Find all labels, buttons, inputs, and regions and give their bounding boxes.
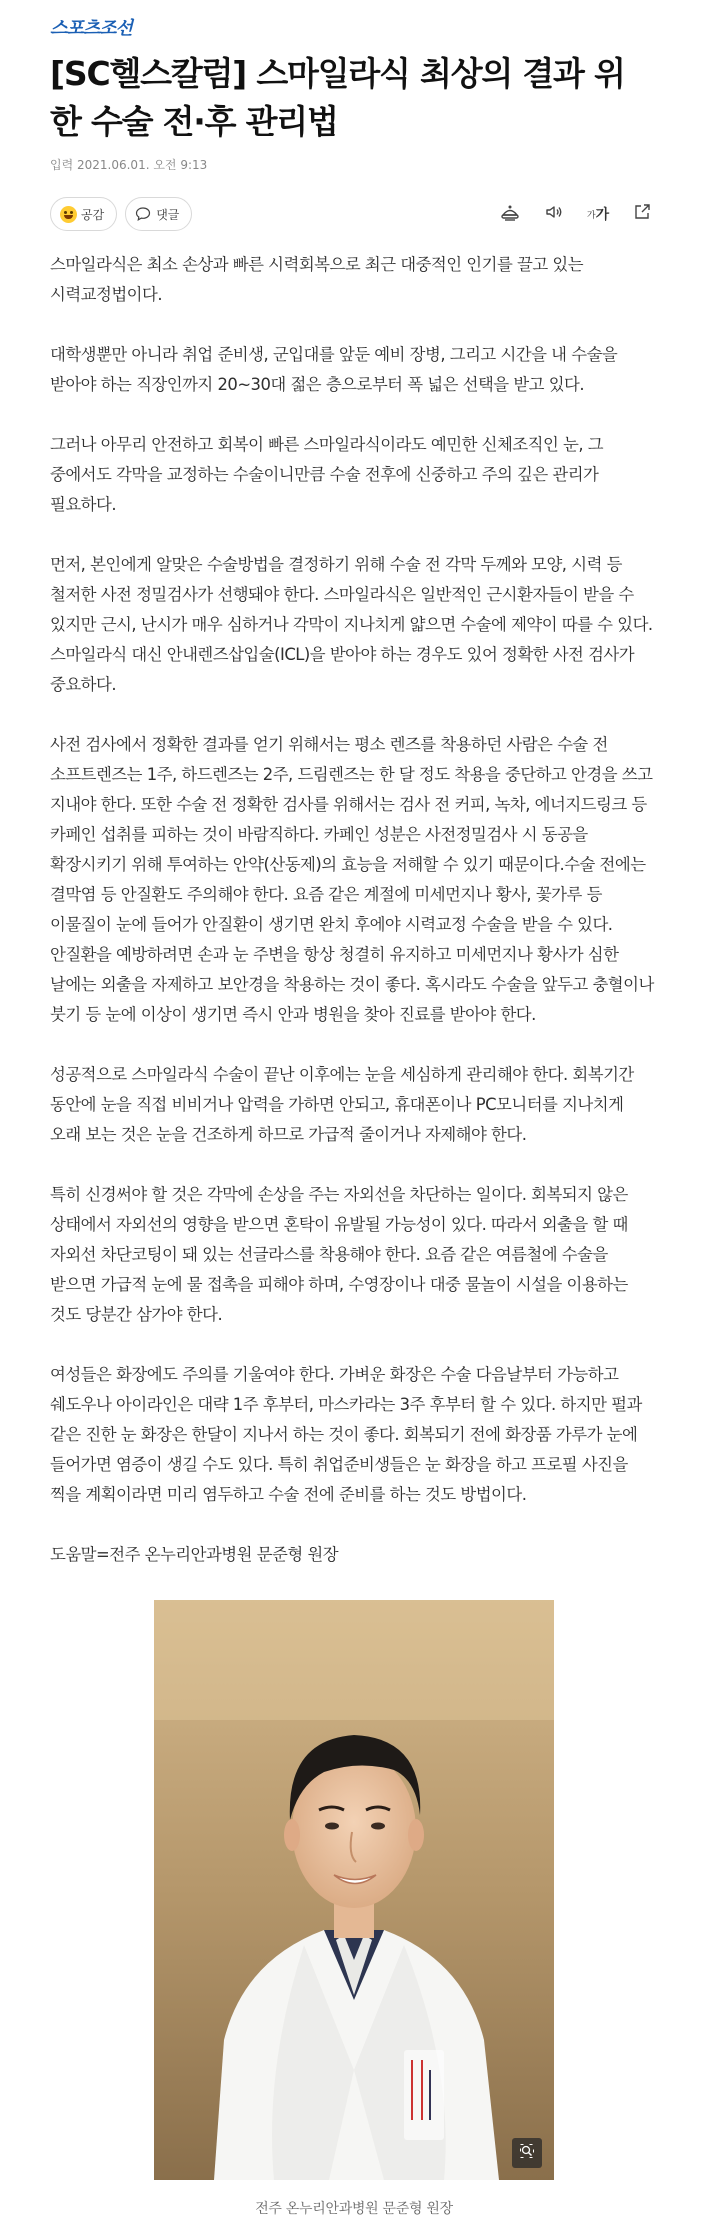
photo-caption: 전주 온누리안과병원 문준형 원장: [255, 2201, 453, 2217]
share-button[interactable]: [626, 198, 658, 230]
share-icon: [632, 202, 652, 226]
comment-label: 댓글: [156, 207, 180, 222]
article-paragraph: 그러나 아무리 안전하고 회복이 빠른 스마일라식이라도 예민한 신체조직인 눈, 그 중에서도 각막을 교정하는 수술이니만큼 수술 전후에 신중하고 주의 깊은 관리가 필요하다.: [50, 435, 604, 514]
like-button[interactable]: [50, 197, 117, 231]
small-text-icon: 가: [586, 210, 596, 221]
comment-button[interactable]: [125, 197, 192, 231]
doctor-portrait-photo[interactable]: [154, 1600, 554, 2180]
magnifier-icon: [519, 2143, 535, 2163]
article-credit: 도움말=전주 온누리안과병원 문준형 원장: [50, 1545, 339, 1564]
reaction-group: [50, 197, 192, 231]
comment-bubble-icon: [134, 205, 152, 223]
font-size-label: 가: [595, 207, 610, 223]
listen-button[interactable]: [538, 198, 570, 230]
article-paragraph: 성공적으로 스마일라식 수술이 끝난 이후에는 눈을 세심하게 관리해야 한다. 회복기간 동안에 눈을 직접 비비거나 압력을 가하면 안되고, 휴대폰이나 PC모니터를 지나치게 오래 보는 것은 눈을 건조하게 하므로 가급적 줄이거나 자제해야 한다.: [50, 1065, 634, 1144]
article-body: [50, 250, 658, 1570]
article-title: [SC헬스칼럼] 스마일라식 최상의 결과 위한 수술 전·후 관리법: [50, 54, 625, 141]
article-paragraph: 특히 신경써야 할 것은 각막에 손상을 주는 자외선을 차단하는 일이다. 회복되지 않은 상태에서 자외선의 영향을 받으면 혼탁이 유발될 가능성이 있다. 따라서 외출을 할 때 자외선 차단코팅이 돼 있는 선글라스를 착용해야 한다. 요즘 같은 여름철에 수술을 받으면 가급적 눈에 물 접촉을 피해야 하며, 수영장이나 대중 물놀이 시설을 이용하는 것도 당분간 삼가야 한다.: [50, 1185, 628, 1324]
article-paragraph: 스마일라식은 최소 손상과 빠른 시력회복으로 최근 대중적인 인기를 끌고 있는 시력교정법이다.: [50, 255, 584, 304]
article-paragraph: 먼저, 본인에게 알맞은 수술방법을 결정하기 위해 수술 전 각막 두께와 모양, 시력 등 철저한 사전 정밀검사가 선행돼야 한다. 스마일라식은 일반적인 근시환자들이 받을 수 있지만 근시, 난시가 매우 심하거나 각막이 지나치게 얇으면 수술에 제약이 따를 수 있다. 스마일라식 대신 안내렌즈삽입술(ICL)을 받아야 하는 경우도 있어 정확한 사전 검사가 중요하다.: [50, 555, 653, 694]
font-size-button[interactable]: [582, 198, 614, 230]
article-toolbar: [50, 196, 658, 232]
speaker-icon: [544, 202, 564, 226]
robot-icon: [499, 201, 521, 227]
tool-group: [494, 198, 658, 230]
press-logo[interactable]: 스포츠조선: [50, 18, 132, 38]
summary-bot-button[interactable]: [494, 198, 526, 230]
article-paragraph: 여성들은 화장에도 주의를 기울여야 한다. 가벼운 화장은 수술 다음날부터 가능하고 쉐도우나 아이라인은 대략 1주 후부터, 마스카라는 3주 후부터 할 수 있다. 하지만 펄과 같은 진한 눈 화장은 한달이 지나서 하는 것이 좋다. 회복되기 전에 화장품 가루가 눈에 들어가면 염증이 생길 수도 있다. 특히 취업준비생들은 눈 화장을 하고 프로필 사진을 찍을 계획이라면 미리 염두하고 수술 전에 준비를 하는 것도 방법이다.: [50, 1365, 642, 1504]
doctor-portrait-illustration: [154, 1600, 554, 2180]
article-paragraph: 대학생뿐만 아니라 취업 준비생, 군입대를 앞둔 예비 장병, 그리고 시간을 내 수술을 받아야 하는 직장인까지 20~30대 젊은 층으로부터 폭 넓은 선택을 받고 있다.: [50, 345, 618, 394]
article-dateline: 입력 2021.06.01. 오전 9:13: [50, 158, 208, 172]
article-photo: [154, 1600, 554, 2218]
like-label: 공감: [81, 207, 105, 222]
zoom-button[interactable]: [512, 2138, 542, 2168]
article-paragraph: 사전 검사에서 정확한 결과를 얻기 위해서는 평소 렌즈를 착용하던 사람은 수술 전 소프트렌즈는 1주, 하드렌즈는 2주, 드림렌즈는 한 달 정도 착용을 중단하고 안경을 쓰고 지내야 한다. 또한 수술 전 정확한 검사를 위해서는 검사 전 커피, 녹차, 에너지드링크 등 카페인 섭취를 피하는 것이 바람직하다. 카페인 성분은 사전정밀검사 시 동공을 확장시키기 위해 투여하는 안약(산동제)의 효능을 저해할 수 있기 때문이다.수술 전에는 결막염 등 안질환도 주의해야 한다. 요즘 같은 계절에 미세먼지나 황사, 꽃가루 등 이물질이 눈에 들어가 안질환이 생기면 완치 후에야 시력교정 수술을 받을 수 있다. 안질환을 예방하려면 손과 눈 주변을 항상 청결히 유지하고 미세먼지나 황사가 심한 날에는 외출을 자제하고 보안경을 착용하는 것이 좋다. 혹시라도 수술을 앞두고 충혈이나 붓기 등 눈에 이상이 생기면 즉시 안과 병원을 찾아 진료를 받아야 한다.: [50, 735, 654, 1024]
smiley-icon: [59, 205, 77, 223]
